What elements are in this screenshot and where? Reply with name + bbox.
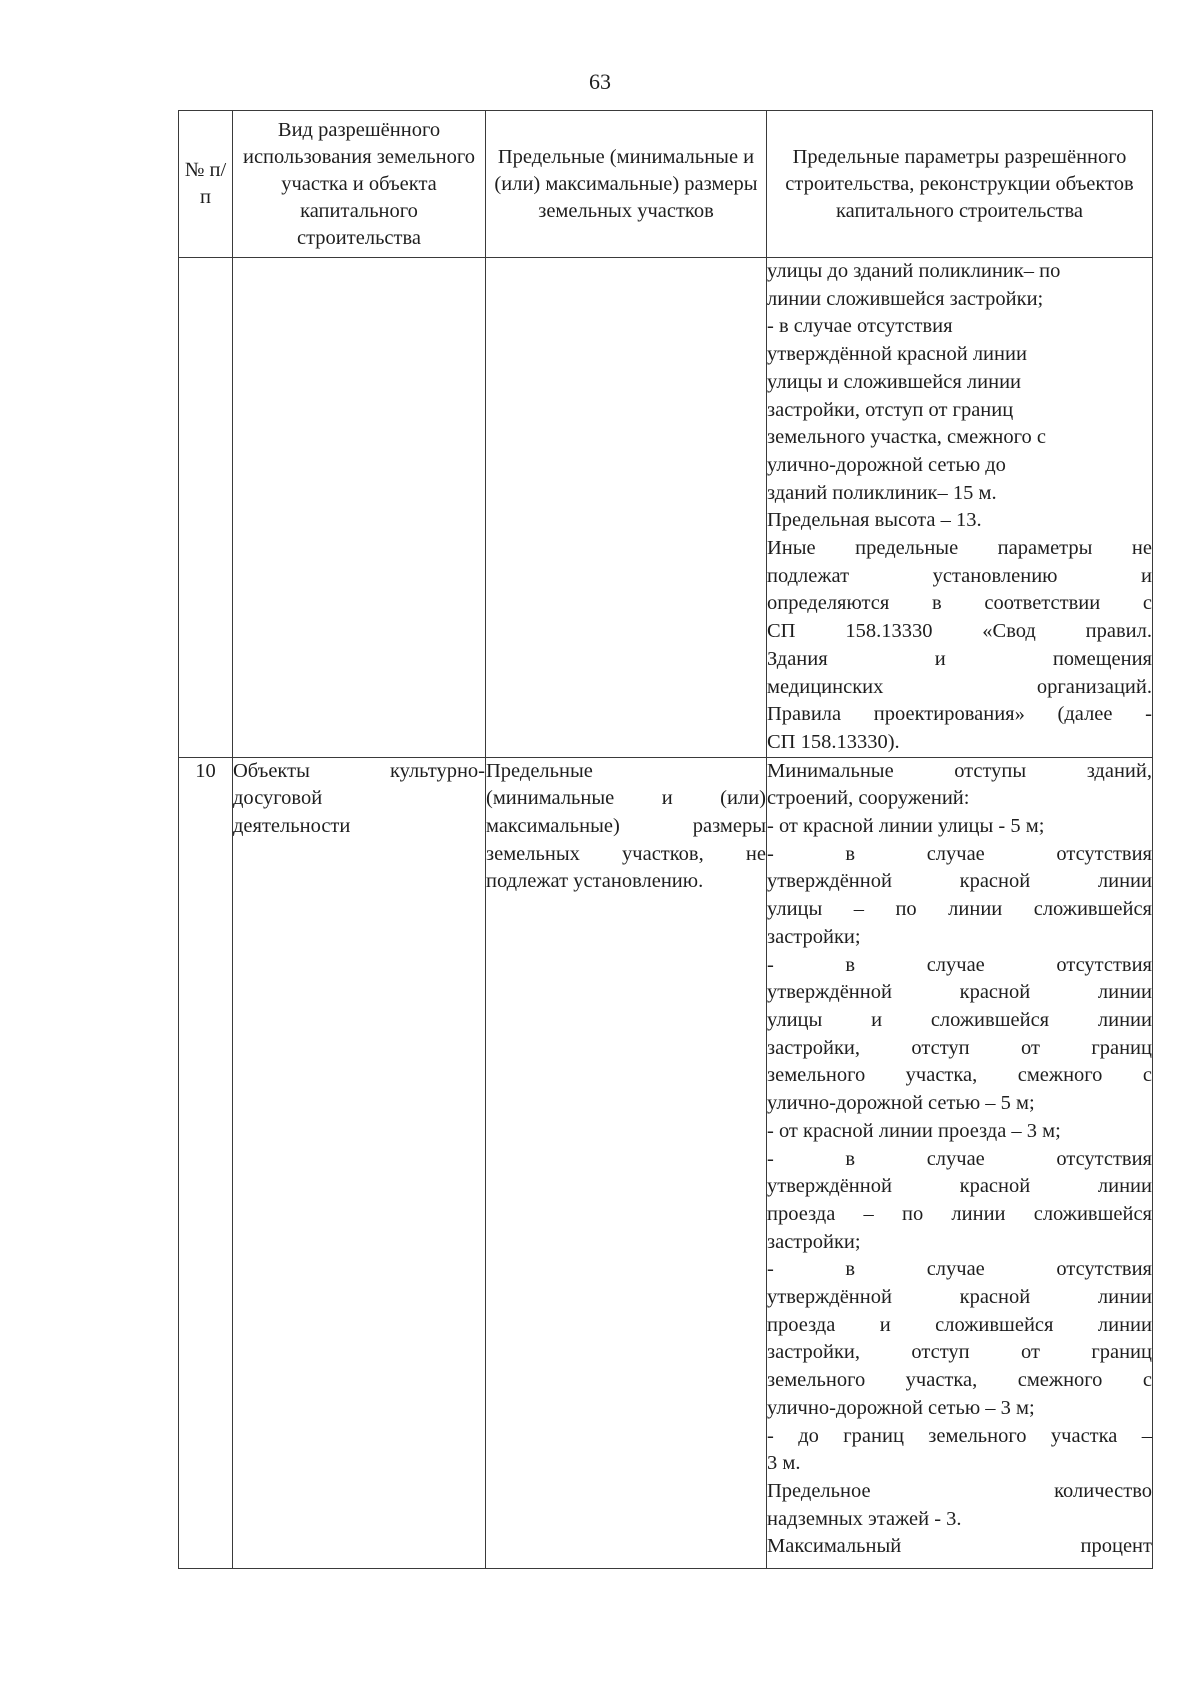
text-line: Минимальные отступы зданий,: [767, 759, 1152, 782]
text-line: улицы и сложившейся линии: [767, 370, 1022, 393]
text-line: Предельное количество: [767, 1479, 1152, 1502]
row-number-cell: 10: [179, 757, 233, 1568]
permitted-use-cell: [233, 258, 486, 758]
text-line: (минимальные и (или): [486, 787, 766, 810]
text-line: Предельная высота – 13.: [767, 509, 982, 532]
text-line: земельных участков, не: [486, 842, 766, 865]
table-header-row: [179, 111, 1153, 258]
text-line: улицы до зданий поликлиник– по: [767, 260, 1061, 282]
text-line: - до границ земельного участка –: [767, 1424, 1152, 1447]
text-line: - в случае отсутствия: [767, 953, 1152, 976]
text-line: застройки, отступ от границ: [767, 1341, 1152, 1364]
text-line: Иные предельные параметры не: [767, 537, 1152, 560]
text-line: застройки;: [767, 1230, 861, 1253]
text-line: улицы и сложившейся линии: [767, 1008, 1152, 1031]
text-line: СП 158.13330).: [767, 730, 900, 753]
text-line: Предельные: [486, 759, 593, 782]
table-row: [179, 258, 1153, 758]
text-line: Здания и помещения: [767, 647, 1152, 670]
text-line: медицинских организаций.: [767, 675, 1152, 698]
text-line: земельного участка, смежного с: [767, 1064, 1152, 1087]
plot-sizes-cell: [486, 757, 767, 1568]
text-line: застройки, отступ от границ: [767, 398, 1014, 421]
text-line: СП 158.13330 «Свод правил.: [767, 620, 1152, 643]
text-line: 3 м.: [767, 1452, 801, 1475]
text-line: - в случае отсутствия: [767, 842, 1152, 865]
text-line: земельного участка, смежного с: [767, 426, 1046, 449]
text-line: застройки;: [767, 925, 861, 948]
text-line: застройки, отступ от границ: [767, 1036, 1152, 1059]
text-line: - в случае отсутствия: [767, 1147, 1152, 1170]
text-line: улично-дорожной сетью до: [767, 453, 1006, 476]
text-line: улично-дорожной сетью – 3 м;: [767, 1396, 1035, 1419]
text-line: линии сложившейся застройки;: [767, 287, 1044, 310]
plot-sizes-cell: [486, 258, 767, 758]
text-line: проезда – по линии сложившейся: [767, 1202, 1152, 1225]
text-line: максимальные) размеры: [486, 815, 766, 838]
text-line: утверждённой красной линии: [767, 981, 1152, 1004]
text-line: - в случае отсутствия: [767, 1258, 1152, 1281]
construction-params-cell: [767, 258, 1153, 758]
text-line: - в случае отсутствия: [767, 315, 953, 338]
text-line: - от красной линии улицы - 5 м;: [767, 815, 1045, 838]
text-line: Максимальный процент: [767, 1535, 1152, 1558]
table-row: [179, 757, 1153, 1568]
header-permitted-use: Вид разрешённого использования земельного участка и объекта капитального строительства: [233, 111, 486, 258]
text-line: досуговой: [233, 787, 323, 810]
text-line: - от красной линии проезда – 3 м;: [767, 1119, 1061, 1142]
text-line: определяются в соответствии с: [767, 592, 1152, 615]
text-line: Правила проектирования» (далее -: [767, 703, 1152, 726]
text-line: зданий поликлиник– 15 м.: [767, 481, 997, 504]
text-line: улично-дорожной сетью – 5 м;: [767, 1092, 1035, 1115]
header-plot-sizes: Предельные (минимальные и (или) максимальные) размеры земельных участков: [486, 111, 767, 258]
text-line: улицы – по линии сложившейся: [767, 898, 1152, 921]
text-line: утверждённой красной линии: [767, 343, 1027, 366]
text-line: утверждённой красной линии: [767, 870, 1152, 893]
header-construction-params: Предельные параметры разрешённого строительства, реконструкции объектов капитального строительства: [767, 111, 1153, 258]
text-line: подлежат установлению и: [767, 564, 1152, 587]
regulations-table: [178, 110, 1153, 1569]
text-line: подлежат установлению.: [486, 870, 704, 893]
text-line: строений, сооружений:: [767, 787, 970, 810]
page-number: 63: [589, 69, 611, 94]
text-line: утверждённой красной линии: [767, 1286, 1152, 1309]
header-number: № п/п: [179, 111, 233, 258]
construction-params-cell: [767, 757, 1153, 1568]
row-number-cell: [179, 258, 233, 758]
text-line: надземных этажей - 3.: [767, 1507, 962, 1530]
permitted-use-cell: [233, 757, 486, 1568]
text-line: Объекты культурно-: [233, 759, 485, 782]
text-line: проезда и сложившейся линии: [767, 1313, 1152, 1336]
text-line: утверждённой красной линии: [767, 1175, 1152, 1198]
text-line: деятельности: [233, 815, 351, 838]
text-line: земельного участка, смежного с: [767, 1369, 1152, 1392]
